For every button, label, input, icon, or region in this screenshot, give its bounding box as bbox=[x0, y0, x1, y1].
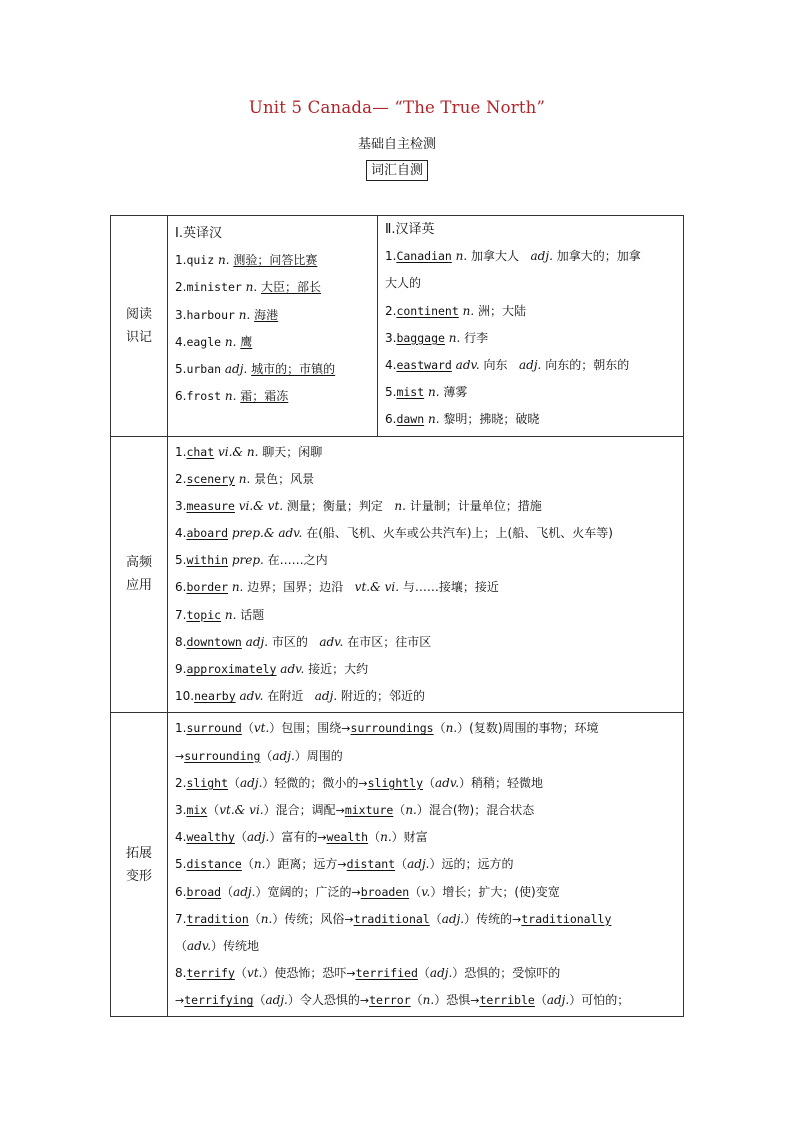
answer-word: mist bbox=[396, 385, 425, 400]
answer-word: terror bbox=[369, 993, 411, 1008]
part-of-speech: n. bbox=[455, 249, 468, 264]
text-segment: 1. bbox=[175, 721, 187, 736]
part-of-speech: adj. bbox=[272, 748, 295, 763]
vocab-line bbox=[175, 797, 683, 824]
answer-word: terrify bbox=[186, 966, 235, 981]
arrow-icon: → bbox=[470, 994, 480, 1008]
part-of-speech: adj. bbox=[530, 249, 553, 264]
frequent-list bbox=[168, 437, 683, 713]
answer-word: surroundings bbox=[350, 721, 434, 736]
text-segment: ）轻微的；微小的 bbox=[262, 775, 359, 790]
answer-word: within bbox=[186, 553, 228, 568]
text-segment: （ bbox=[433, 721, 446, 736]
answer-word: tradition bbox=[186, 911, 249, 926]
text-segment: （ bbox=[221, 884, 234, 899]
text-segment: ）传统；风俗 bbox=[272, 911, 345, 926]
chinese-meaning: 向东 bbox=[483, 357, 508, 372]
text-segment: ）增长；扩大；(使)变宽 bbox=[430, 884, 560, 899]
answer-word: terrible bbox=[479, 993, 535, 1008]
item-number: 2. bbox=[385, 303, 397, 318]
text-segment: ）传统的 bbox=[464, 911, 513, 926]
part-of-speech: n. bbox=[427, 385, 440, 400]
chinese-meaning: 加拿大人 bbox=[471, 249, 520, 264]
page-title: Unit 5 Canada— “The True North” bbox=[248, 98, 546, 117]
cn-to-en-column bbox=[378, 216, 683, 436]
vocab-line bbox=[385, 243, 683, 270]
text-segment: ）宽阔的；广泛的 bbox=[255, 884, 352, 899]
vocab-line bbox=[175, 629, 683, 656]
part-of-speech: adv. bbox=[187, 938, 212, 953]
text-segment: 7. bbox=[175, 911, 187, 926]
text-segment: （ bbox=[417, 966, 430, 981]
part-of-speech: n. bbox=[260, 911, 273, 926]
chinese-meaning: 在市区；往市区 bbox=[347, 634, 432, 649]
part-of-speech: adj. bbox=[224, 361, 248, 376]
text-segment: 2. bbox=[175, 775, 187, 790]
cn-to-en-heading: Ⅱ.汉译英 bbox=[385, 222, 435, 237]
part-of-speech: adj. bbox=[546, 993, 570, 1008]
item-number: 3. bbox=[175, 307, 187, 322]
text-segment: （ bbox=[228, 775, 241, 790]
answer-word: slightly bbox=[367, 775, 424, 790]
item-number: 7. bbox=[175, 607, 187, 622]
chinese-meaning: 市区的 bbox=[271, 634, 308, 649]
vocab-line bbox=[175, 574, 683, 601]
part-of-speech: prep. bbox=[231, 553, 264, 568]
part-of-speech: n. bbox=[231, 580, 244, 595]
part-of-speech: n. bbox=[224, 334, 237, 349]
text-segment: ）富有的 bbox=[269, 830, 318, 845]
part-of-speech: prep.& adv. bbox=[231, 526, 303, 541]
answer-word: traditional bbox=[353, 911, 430, 926]
part-of-speech: vt. bbox=[246, 966, 263, 981]
vocab-line bbox=[175, 329, 377, 356]
vocab-line bbox=[385, 325, 683, 352]
part-of-speech: adj. bbox=[407, 857, 430, 872]
vocab-line bbox=[175, 493, 683, 520]
item-number: 1. bbox=[175, 444, 187, 459]
text-segment: （ bbox=[260, 748, 273, 763]
vocab-line bbox=[175, 466, 683, 493]
answer-word: slight bbox=[186, 775, 228, 790]
english-word: quiz bbox=[186, 253, 215, 268]
reading-section bbox=[111, 216, 683, 437]
vocab-line bbox=[175, 683, 683, 710]
chinese-meaning: 话题 bbox=[240, 607, 265, 622]
arrow-icon: → bbox=[358, 776, 368, 790]
answer-meaning: 大臣；部长 bbox=[261, 280, 322, 295]
arrow-icon: → bbox=[175, 994, 185, 1008]
vocab-line bbox=[175, 906, 683, 933]
answer-word: terrified bbox=[355, 966, 418, 981]
text-segment: （ bbox=[395, 857, 408, 872]
part-of-speech: n. bbox=[445, 721, 458, 736]
text-segment: 5. bbox=[175, 857, 187, 872]
answer-word: scenery bbox=[186, 471, 235, 486]
meaning-continued: 大人的 bbox=[385, 276, 422, 291]
arrow-icon: → bbox=[337, 858, 347, 872]
part-of-speech: n. bbox=[253, 857, 266, 872]
text-segment: 3. bbox=[175, 802, 187, 817]
part-of-speech: n. bbox=[394, 498, 406, 513]
text-segment: （ bbox=[241, 857, 254, 872]
answer-word: approximately bbox=[186, 662, 277, 676]
item-number: 1. bbox=[175, 253, 187, 268]
text-segment: （ bbox=[423, 775, 436, 790]
part-of-speech: n. bbox=[245, 280, 258, 295]
answer-meaning: 鹰 bbox=[240, 334, 253, 349]
expand-section bbox=[111, 713, 683, 1016]
answer-word: distance bbox=[186, 857, 242, 872]
expand-label: 拓展 变形 bbox=[111, 713, 168, 1016]
answer-word: chat bbox=[186, 444, 215, 459]
english-word: eagle bbox=[186, 334, 222, 349]
chinese-meaning: 薄雾 bbox=[443, 385, 468, 400]
text-segment: （ bbox=[429, 911, 442, 926]
answer-word: wealthy bbox=[186, 830, 235, 845]
answer-meaning: 海港 bbox=[254, 307, 279, 322]
english-word: frost bbox=[186, 389, 222, 404]
answer-word: surrounding bbox=[184, 748, 261, 763]
chinese-meaning: 行李 bbox=[464, 330, 489, 345]
part-of-speech: adj. bbox=[233, 884, 256, 899]
part-of-speech: adj. bbox=[245, 634, 269, 649]
chinese-meaning: 在(船、飞机、火车或公共汽车)上；上(船、飞机、火车等) bbox=[306, 526, 613, 541]
part-of-speech: adj. bbox=[246, 830, 270, 845]
vocab-line bbox=[385, 270, 683, 297]
en-to-cn-column bbox=[168, 216, 378, 436]
item-number: 4. bbox=[175, 526, 187, 541]
part-of-speech: adv. bbox=[280, 662, 305, 676]
text-segment: ）远的；远方的 bbox=[429, 857, 514, 872]
answer-word: Canadian bbox=[396, 249, 452, 264]
arrow-icon: → bbox=[341, 722, 351, 736]
text-segment: ）传统地 bbox=[211, 938, 260, 953]
chinese-meaning: 在……之内 bbox=[267, 553, 328, 568]
text-segment: （ bbox=[234, 830, 247, 845]
part-of-speech: n. bbox=[405, 802, 417, 817]
frequent-label: 高频 应用 bbox=[111, 437, 168, 713]
part-of-speech: adv. bbox=[455, 357, 480, 372]
text-segment: （ bbox=[248, 911, 261, 926]
text-segment: ）稍稍；轻微地 bbox=[459, 775, 544, 790]
vocab-line bbox=[175, 770, 683, 797]
answer-meaning: 城市的；市镇的 bbox=[251, 361, 336, 376]
answer-word: nearby bbox=[194, 689, 236, 704]
vocab-line bbox=[175, 987, 683, 1014]
part-of-speech: adj. bbox=[441, 911, 465, 926]
vocab-line bbox=[175, 274, 377, 301]
chinese-meaning: 向东的；朝东的 bbox=[545, 357, 630, 372]
vocab-line bbox=[175, 439, 683, 466]
text-segment: 4. bbox=[175, 830, 187, 845]
text-segment: （ bbox=[253, 993, 266, 1008]
item-number: 9. bbox=[175, 662, 187, 676]
answer-word: surround bbox=[186, 721, 242, 736]
text-segment: （ bbox=[393, 802, 406, 817]
vocab-line bbox=[175, 851, 683, 878]
part-of-speech: vt.& vi. bbox=[219, 802, 264, 817]
arrow-icon: → bbox=[344, 912, 354, 926]
vocab-table bbox=[110, 215, 684, 1017]
text-segment: ）距离；远方 bbox=[265, 857, 338, 872]
reading-label: 阅读 识记 bbox=[111, 216, 168, 436]
arrow-icon: → bbox=[351, 885, 361, 899]
part-of-speech: n. bbox=[238, 471, 251, 486]
vocab-line bbox=[175, 743, 683, 770]
answer-word: broaden bbox=[360, 884, 410, 899]
english-word: urban bbox=[186, 361, 222, 376]
text-segment: （ bbox=[234, 966, 247, 981]
chinese-meaning: 边界；国界；边沿 bbox=[247, 580, 344, 595]
answer-word: mix bbox=[186, 802, 208, 817]
chinese-meaning: 在附近 bbox=[267, 689, 304, 704]
text-segment: 6. bbox=[175, 884, 187, 899]
item-number: 3. bbox=[175, 498, 187, 513]
item-number: 5. bbox=[385, 385, 397, 400]
text-segment: ）财富 bbox=[391, 830, 428, 845]
part-of-speech: adj. bbox=[240, 775, 263, 790]
chinese-meaning: 测量；衡量；判定 bbox=[286, 498, 383, 513]
text-segment: ）包围；围绕 bbox=[269, 721, 342, 736]
answer-word: mixture bbox=[344, 802, 394, 817]
vocab-line bbox=[385, 298, 683, 325]
expand-list bbox=[168, 713, 683, 1016]
part-of-speech: n. bbox=[224, 607, 237, 622]
vocab-line bbox=[385, 406, 683, 433]
part-of-speech: adj. bbox=[518, 357, 542, 372]
arrow-icon: → bbox=[346, 967, 356, 981]
chinese-meaning: 洲；大陆 bbox=[477, 303, 526, 318]
text-segment: （ bbox=[241, 721, 254, 736]
answer-word: terrifying bbox=[184, 993, 254, 1008]
answer-word: border bbox=[186, 580, 228, 595]
vocab-line bbox=[175, 247, 377, 274]
vocab-line bbox=[175, 602, 683, 629]
vocab-line bbox=[385, 352, 683, 379]
text-segment: 8. bbox=[175, 966, 187, 981]
part-of-speech: vi.& n. bbox=[217, 444, 259, 459]
arrow-icon: → bbox=[317, 831, 327, 845]
vocab-line bbox=[175, 356, 377, 383]
vocab-line bbox=[175, 383, 377, 410]
english-word: harbour bbox=[186, 307, 235, 322]
chinese-meaning: 黎明；拂晓；破晓 bbox=[443, 412, 540, 427]
text-segment: （ bbox=[175, 938, 188, 953]
chinese-meaning: 景色；风景 bbox=[254, 471, 315, 486]
part-of-speech: adv. bbox=[239, 689, 264, 704]
chinese-meaning: 与……接壤；接近 bbox=[402, 580, 499, 595]
part-of-speech: n. bbox=[448, 330, 461, 345]
item-number: 6. bbox=[175, 580, 187, 595]
chinese-meaning: 附近的；邻近的 bbox=[340, 689, 425, 704]
item-number: 6. bbox=[385, 412, 397, 427]
part-of-speech: vt. bbox=[253, 721, 270, 736]
item-number: 5. bbox=[175, 553, 187, 568]
text-segment: ）混合(物)；混合状态 bbox=[416, 802, 535, 817]
text-segment: ）恐惧的；受惊吓的 bbox=[452, 966, 561, 981]
vocab-line bbox=[175, 933, 683, 960]
chinese-meaning: 聊天；闲聊 bbox=[262, 444, 323, 459]
part-of-speech: vi.& vt. bbox=[238, 498, 284, 513]
text-segment: ）周围的 bbox=[294, 748, 343, 763]
answer-meaning: 霜；霜冻 bbox=[240, 389, 289, 404]
section-subtitle: 基础自主检测 bbox=[357, 137, 436, 152]
item-number: 8. bbox=[175, 634, 187, 649]
vocab-line bbox=[175, 547, 683, 574]
item-number: 6. bbox=[175, 389, 187, 404]
part-of-speech: adj. bbox=[265, 993, 288, 1008]
vocab-heading: 词汇自测 bbox=[366, 160, 428, 181]
text-segment: ）混合；调配 bbox=[263, 802, 336, 817]
answer-word: baggage bbox=[396, 330, 445, 345]
answer-word: measure bbox=[186, 498, 235, 513]
vocab-line bbox=[175, 302, 377, 329]
answer-word: dawn bbox=[396, 412, 425, 427]
vocab-line bbox=[175, 960, 683, 987]
text-segment: （ bbox=[534, 993, 547, 1008]
vocab-line bbox=[175, 824, 683, 851]
part-of-speech: n. bbox=[217, 253, 230, 268]
item-number: 4. bbox=[175, 334, 187, 349]
text-segment: ）令人恐惧的 bbox=[287, 993, 360, 1008]
part-of-speech: adv. bbox=[319, 634, 344, 649]
answer-word: downtown bbox=[186, 634, 242, 649]
part-of-speech: v. bbox=[421, 884, 431, 899]
vocab-line bbox=[175, 656, 683, 683]
part-of-speech: vt.& vi. bbox=[354, 580, 400, 595]
item-number: 5. bbox=[175, 361, 187, 376]
part-of-speech: adv. bbox=[435, 775, 460, 790]
item-number: 3. bbox=[385, 330, 397, 345]
text-segment: （ bbox=[207, 802, 220, 817]
text-segment: （ bbox=[409, 884, 422, 899]
answer-word: continent bbox=[396, 303, 459, 318]
part-of-speech: n. bbox=[427, 412, 440, 427]
text-segment: （ bbox=[368, 830, 381, 845]
chinese-meaning: 加拿大的；加拿 bbox=[556, 249, 641, 264]
item-number: 10. bbox=[175, 689, 195, 704]
part-of-speech: adj. bbox=[314, 689, 338, 704]
arrow-icon: → bbox=[512, 912, 522, 926]
english-word: minister bbox=[186, 280, 242, 295]
text-segment: ）(复数)周围的事物；环境 bbox=[457, 721, 599, 736]
answer-word: traditionally bbox=[521, 911, 612, 926]
answer-meaning: 测验；问答比赛 bbox=[233, 253, 318, 268]
item-number: 2. bbox=[175, 280, 187, 295]
answer-word: distant bbox=[346, 857, 396, 872]
item-number: 2. bbox=[175, 471, 187, 486]
vocab-line bbox=[175, 520, 683, 547]
text-segment: （ bbox=[410, 993, 423, 1008]
answer-word: wealth bbox=[326, 830, 369, 845]
text-segment: ）恐惧 bbox=[434, 993, 471, 1008]
chinese-meaning: 计量制；计量单位；措施 bbox=[409, 498, 542, 513]
arrow-icon: → bbox=[335, 803, 345, 817]
chinese-meaning: 接近；大约 bbox=[308, 662, 369, 676]
arrow-icon: → bbox=[175, 749, 185, 763]
arrow-icon: → bbox=[359, 994, 370, 1008]
part-of-speech: n. bbox=[238, 307, 251, 322]
answer-word: broad bbox=[186, 884, 222, 899]
answer-word: eastward bbox=[396, 357, 452, 372]
part-of-speech: adj. bbox=[429, 966, 453, 981]
text-segment: ）可怕的； bbox=[569, 993, 630, 1008]
frequent-section bbox=[111, 437, 683, 714]
part-of-speech: n. bbox=[380, 830, 392, 845]
en-to-cn-heading: Ⅰ.英译汉 bbox=[175, 226, 222, 241]
answer-word: aboard bbox=[186, 526, 228, 541]
answer-word: topic bbox=[186, 607, 222, 622]
vocab-line bbox=[175, 879, 683, 906]
vocab-line bbox=[385, 379, 683, 406]
item-number: 1. bbox=[385, 249, 397, 264]
text-segment: ）使恐怖；恐吓 bbox=[262, 966, 347, 981]
part-of-speech: n. bbox=[224, 389, 237, 404]
part-of-speech: n. bbox=[462, 303, 475, 318]
vocab-line bbox=[175, 715, 683, 742]
part-of-speech: n. bbox=[422, 993, 435, 1008]
item-number: 4. bbox=[385, 357, 397, 372]
